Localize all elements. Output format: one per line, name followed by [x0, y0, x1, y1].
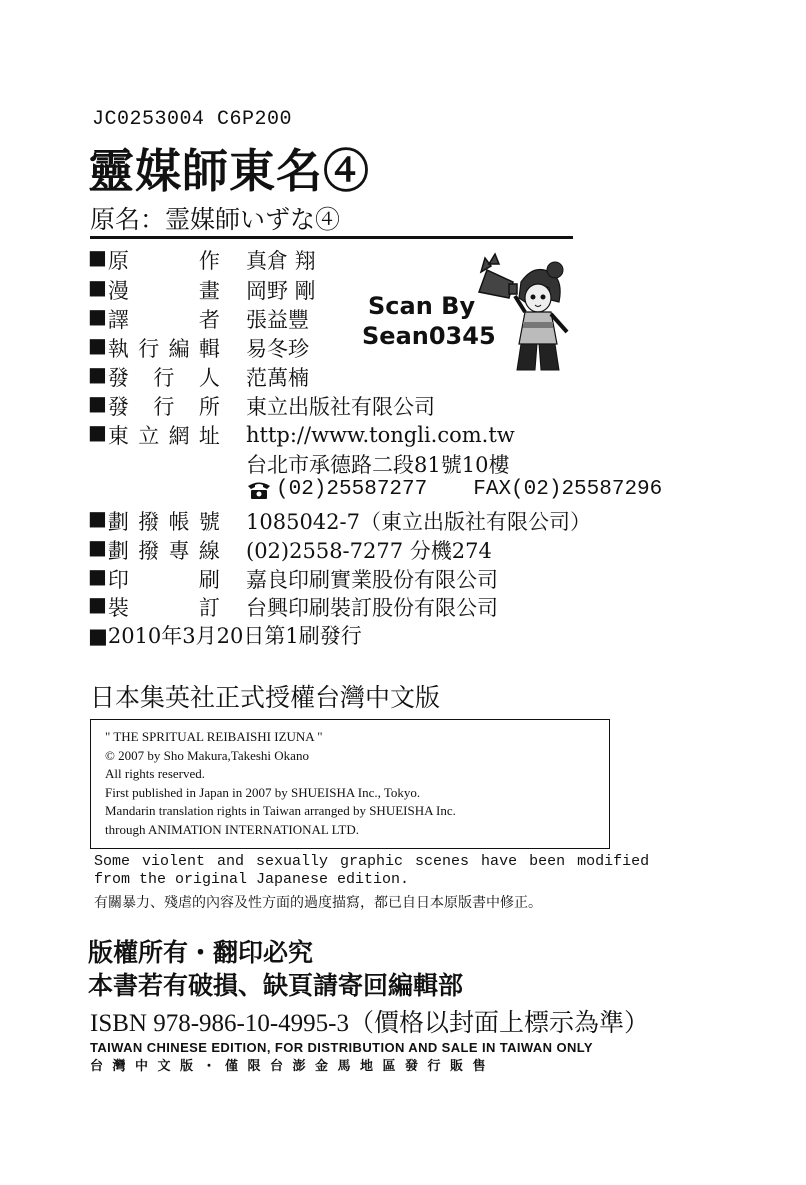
- mascot-illustration: [475, 252, 585, 382]
- damage-notice: 本書若有破損、缺頁請寄回編輯部: [88, 971, 464, 1000]
- credit-label: 劃 撥 帳 號: [107, 510, 220, 534]
- bullet-square-icon: ■: [88, 391, 107, 415]
- original-title: 原名：霊媒師いずな④: [90, 205, 341, 234]
- date-text: 2010年3月20日第1刷發行: [107, 624, 362, 648]
- product-code: JC0253004 C6P200: [92, 108, 293, 131]
- credit-value: 岡野 剛: [246, 279, 316, 303]
- bullet-square-icon: ■: [88, 245, 107, 269]
- bullet-square-icon: ■: [88, 564, 107, 588]
- distribution-english: TAIWAN CHINESE EDITION, FOR DISTRIBUTION AND SALE IN TAIWAN ONLY: [90, 1040, 593, 1055]
- credit-value: 台興印刷裝訂股份有限公司: [246, 596, 498, 620]
- bullet-square-icon: ■: [88, 624, 108, 648]
- credit-row-author: [88, 246, 316, 274]
- scan-credit-line1: Scan By: [368, 292, 476, 320]
- bullet-square-icon: ■: [88, 506, 107, 530]
- bullet-square-icon: ■: [88, 592, 107, 616]
- scan-credit-line2: Sean0345: [362, 322, 496, 350]
- credit-value: 易冬珍: [246, 337, 309, 361]
- credit-row-account: [88, 507, 591, 535]
- notice-english: [94, 853, 649, 889]
- copyright-line: All rights reserved.: [105, 766, 206, 781]
- credit-label: 印 刷: [107, 568, 220, 592]
- credit-label: 漫 畫: [107, 279, 220, 303]
- credit-label: 執 行 編 輯: [107, 337, 220, 361]
- credit-row-translator: [88, 305, 309, 333]
- bullet-square-icon: ■: [88, 304, 107, 328]
- isbn: ISBN 978-986-10-4995-3（價格以封面上標示為準）: [90, 1010, 650, 1037]
- rights-reserved: 版權所有・翻印必究: [88, 938, 314, 967]
- address: 台北市承德路二段81號10樓: [246, 453, 510, 477]
- copyright-line: Mandarin translation rights in Taiwan arranged by SHUEISHA Inc.: [105, 803, 456, 818]
- credit-label: 發 行 所: [107, 395, 220, 419]
- credit-label: 發 行 人: [107, 366, 220, 390]
- credit-row-printer: [88, 565, 498, 593]
- credit-label: 原 作: [107, 249, 220, 273]
- license-notice: 日本集英社正式授權台灣中文版: [90, 683, 441, 712]
- credit-label: 譯 者: [107, 308, 220, 332]
- copyright-box: [90, 719, 610, 849]
- bullet-square-icon: ■: [88, 333, 107, 357]
- credit-row-binder: [88, 593, 498, 621]
- contact-line: [246, 478, 662, 501]
- phone-icon: [246, 480, 272, 500]
- notice-line: from the original Japanese edition.: [94, 871, 410, 888]
- credit-row-publishing-house: [88, 392, 435, 420]
- copyright-line: © 2007 by Sho Makura,Takeshi Okano: [105, 747, 309, 763]
- notice-chinese: 有關暴力、殘虐的內容及性方面的過度描寫，都已自日本原版書中修正。: [94, 895, 542, 911]
- website-link[interactable]: http://www.tongli.com.tw: [246, 423, 515, 447]
- bullet-square-icon: ■: [88, 535, 107, 559]
- credit-value: 1085042-7（東立出版社有限公司）: [246, 510, 591, 534]
- copyright-line: First published in Japan in 2007 by SHUEISHA Inc., Tokyo.: [105, 784, 421, 800]
- credit-value: 張益豐: [246, 308, 309, 332]
- fax-number: FAX(02)25587296: [473, 478, 663, 501]
- phone-number: (02)25587277: [276, 478, 428, 501]
- credit-value: 真倉 翔: [246, 249, 316, 273]
- title-rule: [90, 236, 573, 239]
- publication-date: [88, 620, 362, 650]
- copyright-line: through ANIMATION INTERNATIONAL LTD.: [105, 821, 359, 837]
- credit-row-editor: [88, 334, 309, 362]
- distribution-chinese: 台灣中文版・僅限台澎金馬地區發行販售: [90, 1059, 496, 1074]
- credit-row-publisher: [88, 363, 309, 391]
- bullet-square-icon: ■: [88, 420, 107, 444]
- credit-value: (02)2558-7277 分機274: [246, 539, 492, 563]
- credit-value: 東立出版社有限公司: [246, 395, 435, 419]
- credit-row-hotline: [88, 536, 492, 564]
- notice-line: Some violent and sexually graphic scenes have been modified: [94, 853, 650, 870]
- bullet-square-icon: ■: [88, 362, 107, 386]
- copyright-line: " THE SPRITUAL REIBAISHI IZUNA ": [105, 729, 323, 744]
- credit-row-website: [88, 421, 515, 449]
- credit-label: 裝 訂: [107, 596, 220, 620]
- credit-row-artist: [88, 276, 316, 304]
- credit-value: 范萬楠: [246, 366, 309, 390]
- credit-label: 東 立 網 址: [107, 424, 220, 448]
- credit-label: 劃 撥 專 線: [107, 539, 220, 563]
- credit-value: 嘉良印刷實業股份有限公司: [246, 568, 498, 592]
- bullet-square-icon: ■: [88, 275, 107, 299]
- book-title: 靈媒師東名④: [88, 144, 370, 198]
